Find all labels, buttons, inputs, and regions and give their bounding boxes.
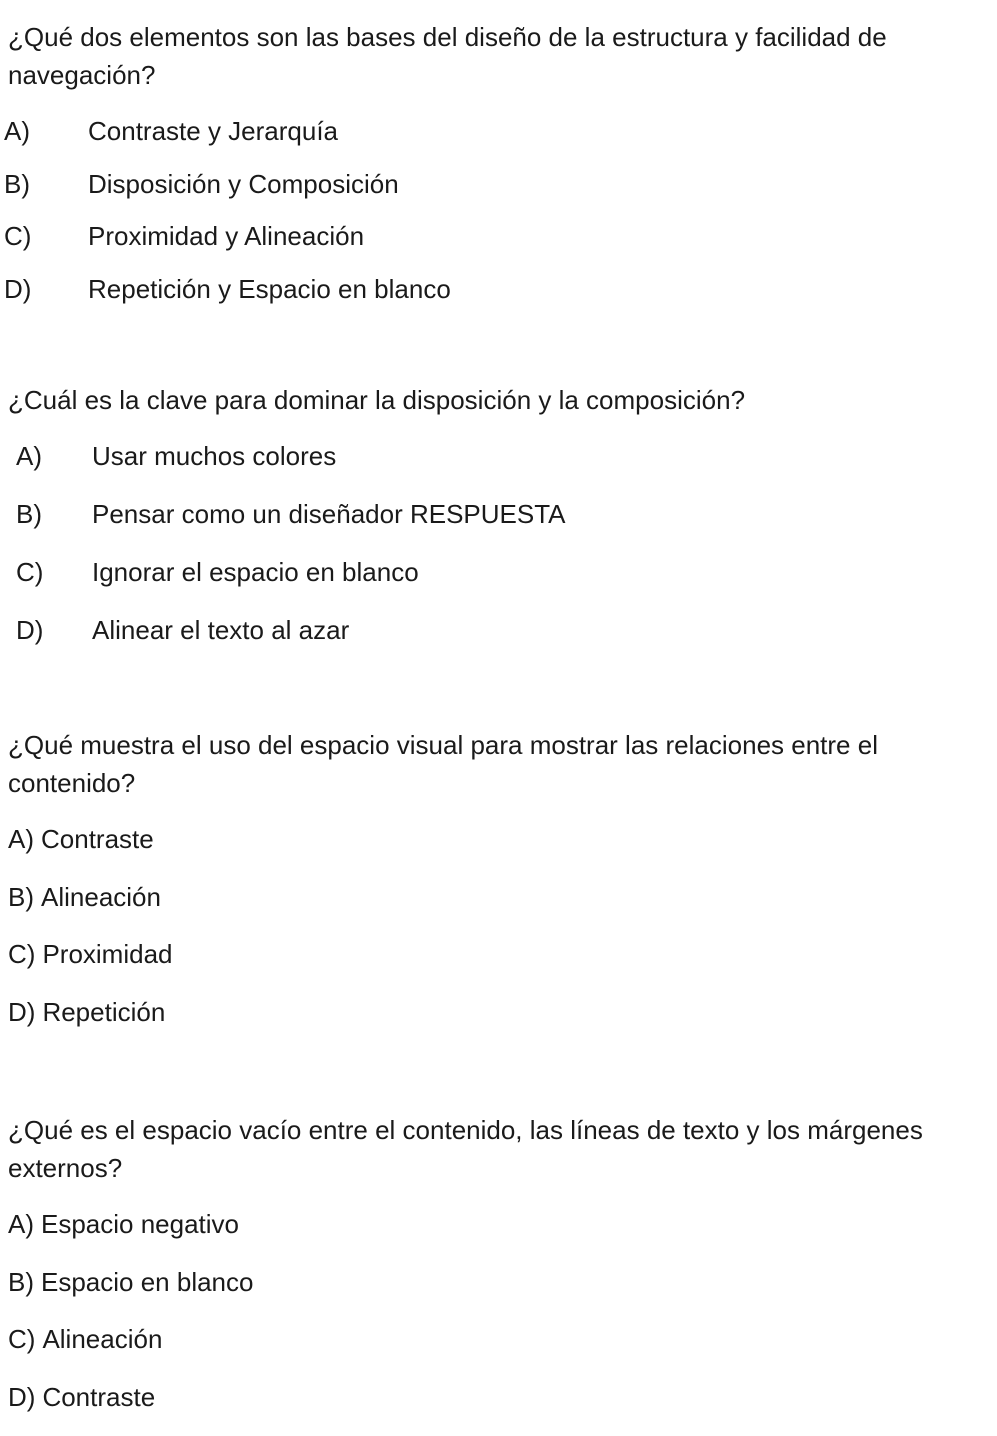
option-text: Ignorar el espacio en blanco: [92, 557, 419, 587]
option-letter: C): [8, 1324, 36, 1355]
options-list: [4, 112, 993, 322]
option-letter: D): [4, 273, 32, 304]
question-2: [8, 381, 993, 669]
option-d[interactable]: [4, 270, 993, 323]
option-d[interactable]: [8, 1378, 993, 1436]
option-letter: A): [8, 1209, 34, 1239]
question-1: [4, 18, 993, 322]
option-text: Alineación: [42, 1324, 163, 1355]
option-text: Contraste: [42, 1382, 156, 1413]
question-text: ¿Qué es el espacio vacío entre el contenido, las líneas de texto y los márgenes externos?: [8, 1115, 923, 1183]
option-a[interactable]: [8, 820, 993, 878]
option-letter: D): [8, 997, 36, 1028]
question-text: ¿Qué dos elementos son las bases del diseño de la estructura y facilidad de navegación?: [8, 22, 887, 90]
option-text: Disposición y Composición: [88, 168, 399, 199]
option-letter: C): [16, 557, 44, 587]
option-letter: B): [16, 499, 42, 529]
option-letter: B): [8, 1266, 34, 1297]
option-text: Alinear el texto al azar: [92, 615, 350, 645]
option-letter: A): [8, 824, 34, 854]
option-letter: A): [4, 116, 30, 146]
option-letter: B): [8, 881, 34, 912]
option-letter: D): [8, 1382, 36, 1413]
option-a[interactable]: [4, 112, 993, 165]
option-text: Contraste: [41, 824, 154, 854]
option-text: Alineación: [41, 881, 161, 912]
option-c[interactable]: [4, 217, 993, 270]
option-b[interactable]: [8, 495, 993, 553]
option-letter: C): [8, 939, 36, 970]
option-a[interactable]: [8, 437, 993, 495]
option-b[interactable]: [8, 1263, 993, 1321]
option-c[interactable]: [8, 1320, 993, 1378]
question-4: [8, 1111, 993, 1436]
option-letter: A): [16, 441, 42, 471]
option-text: Proximidad: [42, 939, 173, 970]
option-text: Repetición y Espacio en blanco: [88, 273, 451, 304]
option-text: Pensar como un diseñador RESPUESTA: [92, 499, 566, 529]
options-list: [8, 437, 993, 669]
question-3: [8, 726, 993, 1051]
option-text: Contraste y Jerarquía: [88, 116, 339, 146]
option-b[interactable]: [4, 165, 993, 218]
question-text: ¿Qué muestra el uso del espacio visual para mostrar las relaciones entre el contenido?: [8, 730, 878, 798]
option-d[interactable]: [8, 993, 993, 1051]
option-text: Espacio en blanco: [41, 1266, 254, 1297]
option-text: Repetición: [42, 997, 166, 1028]
option-letter: B): [4, 168, 30, 199]
option-b[interactable]: [8, 878, 993, 936]
options-list: [8, 820, 993, 1051]
option-text: Espacio negativo: [41, 1209, 240, 1239]
options-list: [8, 1205, 993, 1436]
option-a[interactable]: [8, 1205, 993, 1263]
option-c[interactable]: [8, 553, 993, 611]
option-letter: C): [4, 221, 32, 251]
option-text: Proximidad y Alineación: [88, 221, 365, 251]
option-letter: D): [16, 615, 44, 645]
option-d[interactable]: [8, 611, 993, 669]
option-c[interactable]: [8, 935, 993, 993]
question-text: ¿Cuál es la clave para dominar la disposición y la composición?: [8, 385, 746, 415]
option-text: Usar muchos colores: [92, 441, 337, 471]
